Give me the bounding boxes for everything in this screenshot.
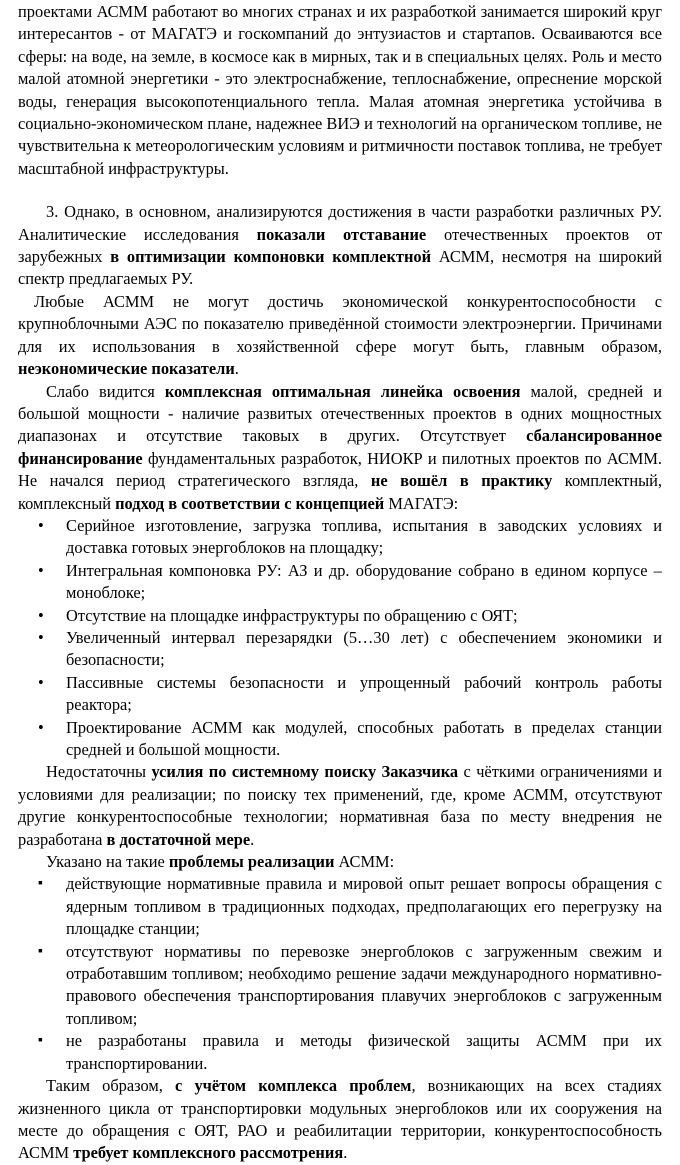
paragraph-analysis: 3. Однако, в основном, анализируются достижения в части разработки различных РУ. Аналитические исследования показали отставание отечественных проектов от зарубежных в оптимизации компоновки комплектной АСММ, несмотря на широкий спектр предлагаемых РУ.: [18, 202, 663, 289]
bullet-icon: •: [38, 605, 44, 625]
paragraph-gap: [18, 180, 662, 201]
square-bullet-icon: ▪: [38, 876, 43, 892]
paragraph-conclusion: Таким образом, с учётом комплекса проблем, возникающих на всех стадиях жизненного цикла от транспортировки модульных энергоблоков или их сооружения на месте до обращения с ОЯТ, РАО и реабилитации территории, конкурентоспособность АСММ требует комплексного рассмотрения.: [18, 1076, 662, 1163]
list-item: • Проектирование АСММ как модулей, способных работать в пределах станции средней и большой мощности.: [38, 717, 662, 759]
list-item: • Увеличенный интервал перезарядки (5…30 лет) с обеспечением экономики и безопасности;: [38, 627, 662, 670]
bullet-list-concept: [18, 515, 662, 761]
bullet-icon: •: [38, 672, 44, 692]
bullet-icon: •: [38, 717, 44, 737]
list-item: • Серийное изготовление, загрузка топлива, испытания в заводских условиях и доставка готовых энергоблоков на площадку;: [38, 515, 662, 558]
square-bullet-icon: ▪: [38, 1033, 43, 1049]
bullet-icon: •: [38, 560, 44, 580]
list-item: ▪ отсутствуют нормативы по перевозке энергоблоков с загруженным свежим и отработавшим топливом; необходимо решение задачи международного нормативно-правового обеспечения транспортирования плавучих энергоблоков с загруженным топливом;: [38, 941, 662, 1028]
list-item: ▪ не разработаны правила и методы физической защиты АСММ при их транспортировании.: [38, 1031, 662, 1073]
paragraph-problems-intro: Указано на такие проблемы реализации АСММ:: [46, 852, 395, 872]
list-item: • Интегральная компоновка РУ: АЗ и др. оборудование собрано в едином корпусе – моноблоке;: [38, 560, 662, 603]
list-item: ▪ действующие нормативные правила и мировой опыт решает вопросы обращения с ядерным топливом в традиционных подходах, предполагающих его перегрузку на площадке станции;: [38, 874, 662, 939]
paragraph-customer: Недостаточны усилия по системному поиску Заказчика с чёткими ограничениями и условиями для реализации; по поиску тех применений, где, кроме АСММ, отсутствуют другие конкурентоспособные технологии; нормативная база по месту внедрения не разработана в достаточной мере.: [18, 762, 662, 849]
bullet-icon: •: [38, 627, 44, 647]
bullet-icon: •: [38, 515, 44, 535]
paragraph-intro: проектами АСММ работают во многих странах и их разработкой занимается широкий круг интересантов - от МАГАТЭ и госкомпаний до энтузиастов и стартапов. Осваиваются все сферы: на воде, на земле, в космосе как в мирных, так и в специальных целях. Роль и место малой атомной энергетики - это электроснабжение, теплоснабжение, опреснение морской воды, генерация высокопотенциального тепла. Малая атомная энергетика устойчива в социально-экономическом плане, надежнее ВИЭ и технологий на органическом топливе, не чувствительна к метеорологическим условиям и ритмичности поставок топлива, не требует масштабной инфраструктуры.: [18, 2, 662, 178]
paragraph-economics: Любые АСММ не могут достичь экономической конкурентоспособности с крупноблочными АЭС по показателю приведённой стоимости электроэнергии. Причинами для их использования в хозяйственной сфере могут быть, главным образом, неэкономические показатели.: [18, 291, 662, 379]
paragraph-lineup: Слабо видится комплексная оптимальная линейка освоения малой, средней и большой мощности - наличие развитых отечественных проектов в одних мощностных диапазонах и отсутствие таковых в других. Отсутствует сбалансированное финансирование фундаментальных разработок, НИОКР и пилотных проектов по АСММ. Не начался период стратегического взгляда, не вошёл в практику комплектный, комплексный подход в соответствии с концепцией МАГАТЭ:: [18, 381, 662, 513]
square-list-problems: [18, 873, 662, 1075]
list-item: • Пассивные системы безопасности и упрощенный рабочий контроль работы реактора;: [38, 672, 662, 715]
square-bullet-icon: ▪: [38, 943, 43, 959]
list-item: • Отсутствие на площадке инфраструктуры по обращению с ОЯТ;: [18, 605, 662, 627]
